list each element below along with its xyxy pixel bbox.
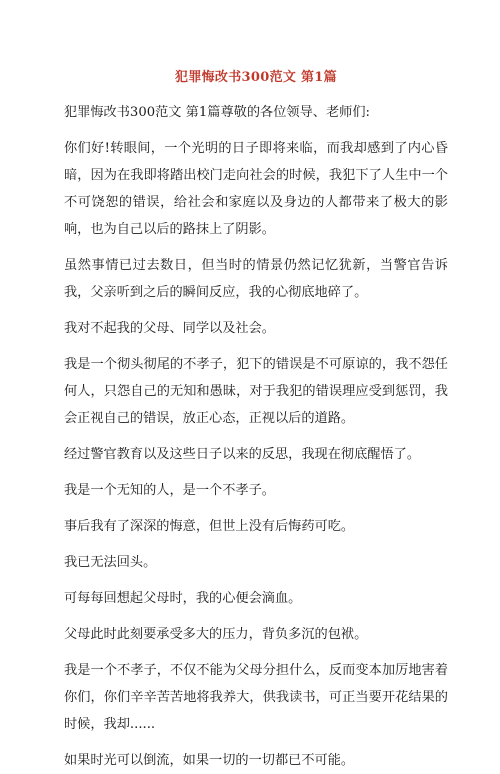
paragraph: 可每每回想起父母时，我的心便会滴血。	[64, 591, 302, 606]
paragraph: 你们好!转眼间，一个光明的日子即将来临，而我却感到了内心昏暗，因为在我即将踏出校门走向社会的时候，我犯下了人生中一个不可饶恕的错误，给社会和家庭以及身边的人都带来了极大的影响，也为自己以后的路抹上了阴影。	[64, 141, 448, 237]
paragraph: 经过警官教育以及这些日子以来的反思，我现在彻底醒悟了。	[64, 447, 421, 462]
paragraph: 事后我有了深深的悔意，但世上没有后悔药可吃。	[64, 519, 355, 534]
paragraph: 虽然事情已过去数日，但当时的情景仍然记忆犹新，当警官告诉我，父亲听到之后的瞬间反应，我的心彻底地碎了。	[64, 258, 448, 300]
paragraph: 父母此时此刻要承受多大的压力，背负多沉的包袱。	[64, 627, 368, 642]
paragraph: 我已无法回头。	[64, 555, 157, 570]
document-title: 犯罪悔改书300范文 第1篇	[175, 70, 337, 85]
paragraph-greeting: 犯罪悔改书300范文 第1篇尊敬的各位领导、老师们:	[64, 105, 370, 120]
paragraph: 如果时光可以倒流，如果一切的一切都已不可能。	[64, 753, 355, 768]
paragraph: 我是一个不孝子，不仅不能为父母分担什么，反而变本加厉地害着你们，你们辛辛苦苦地将我养大，供我读书，可正当要开花结果的时候，我却......	[64, 663, 448, 732]
paragraph: 我对不起我的父母、同学以及社会。	[64, 321, 275, 336]
document-body	[64, 99, 448, 774]
paragraph: 我是一个无知的人，是一个不孝子。	[64, 483, 275, 498]
paragraph: 我是一个彻头彻尾的不孝子，犯下的错误是不可原谅的，我不怨任何人，只怨自己的无知和愚昧，对于我犯的错误理应受到惩罚，我会正视自己的错误，放正心态，正视以后的道路。	[64, 357, 448, 426]
